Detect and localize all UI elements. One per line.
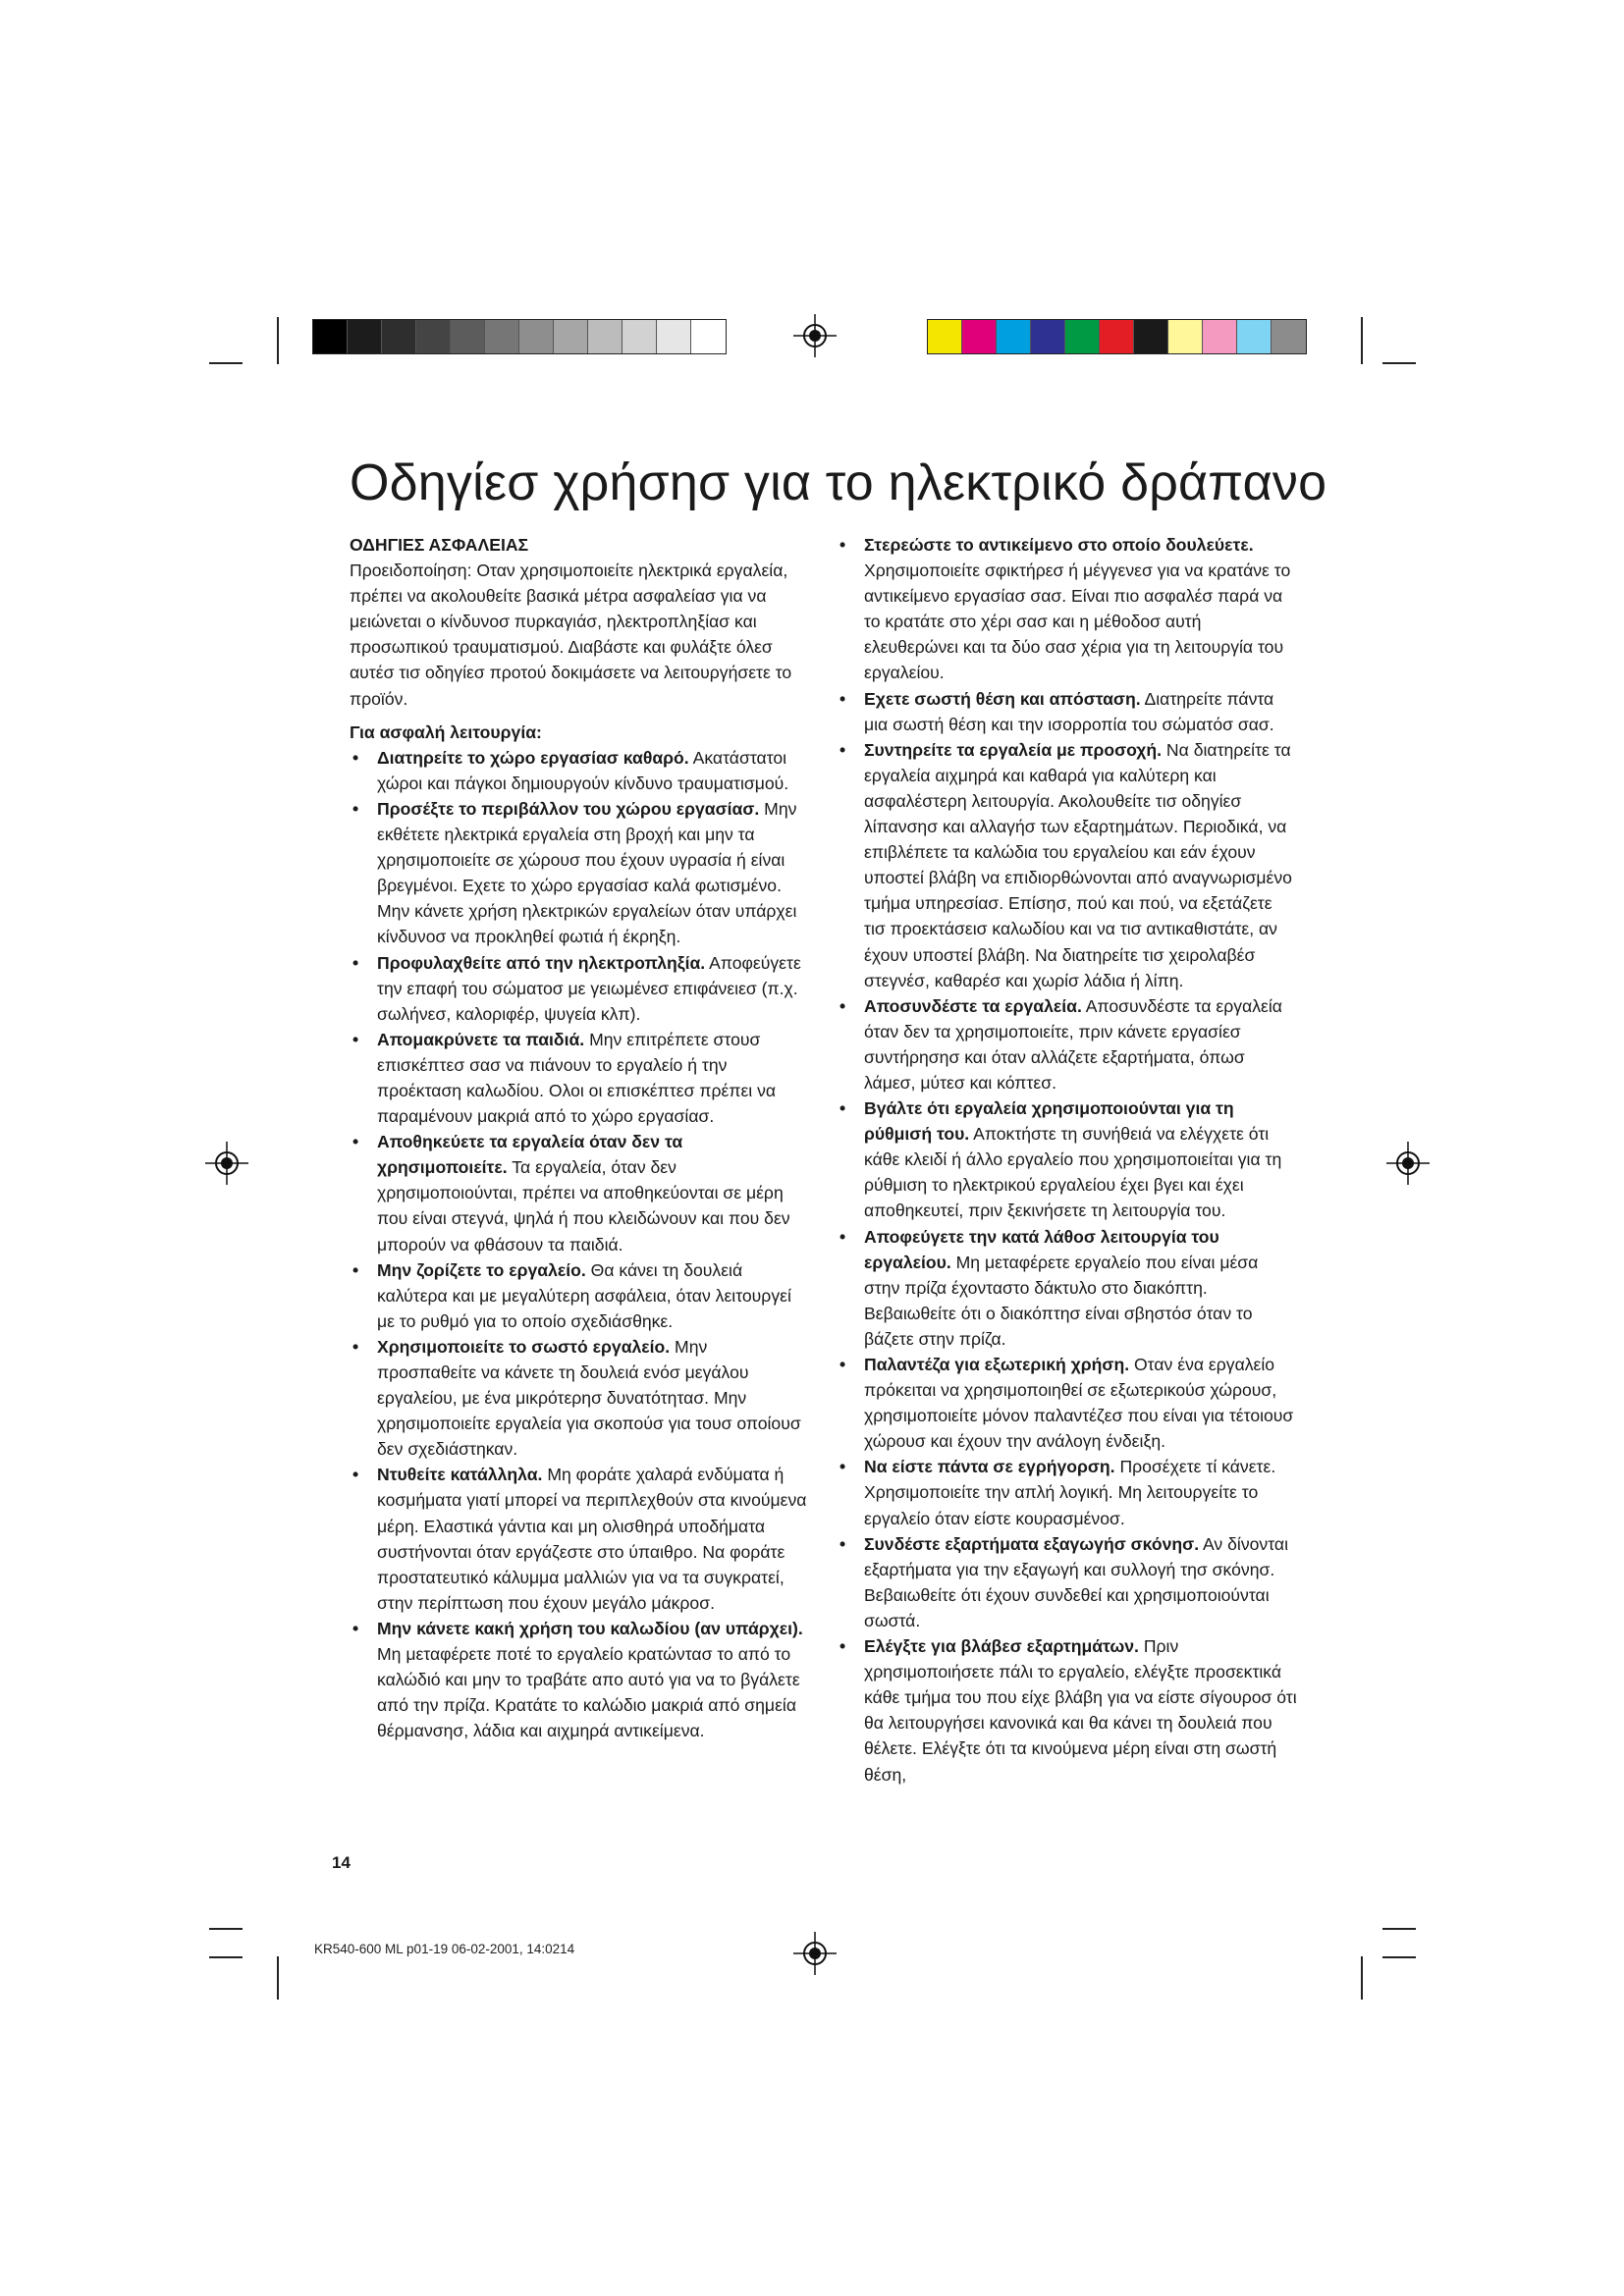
color-swatch (1134, 320, 1168, 353)
color-swatch (1065, 320, 1100, 353)
bullet-icon: • (839, 1533, 846, 1554)
bullet-text: Διατηρείτε πάντα μια σωστή θέση και την ισορροπία του σώματόσ σασ. (864, 688, 1274, 734)
color-swatch (1237, 320, 1272, 353)
safety-bullet-item (350, 1616, 811, 1743)
color-swatch (348, 320, 382, 353)
bullet-icon: • (352, 798, 359, 819)
page-number: 14 (332, 1853, 351, 1872)
bullet-heading: Προσέξτε το περιβάλλον του χώρου εργασίασ. (377, 798, 760, 819)
bullet-heading: Μην ζορίζετε το εργαλείο. (377, 1259, 586, 1280)
registration-mark-top (793, 314, 837, 357)
safety-bullet-item (837, 686, 1298, 737)
bullet-icon: • (839, 1098, 846, 1119)
safety-bullet-item (350, 1129, 811, 1256)
bullet-icon: • (352, 1336, 359, 1357)
color-swatch (1168, 320, 1203, 353)
bullet-icon: • (352, 1618, 359, 1638)
bullet-heading: Προφυλαχθείτε από την ηλεκτροπληξία. (377, 952, 706, 973)
color-swatch (1203, 320, 1237, 353)
color-swatch (1272, 320, 1306, 353)
bullet-heading: Στερεώστε το αντικείμενο στο οποίο δουλεύετε. (864, 535, 1254, 555)
bullet-text: Αν δίνονται εξαρτήματα για την εξαγωγή και συλλογή τησ σκόνησ. Βεβαιωθείτε ότι έχουν συνδεθεί και χρησιμοποιούνται σωστά. (864, 1533, 1288, 1630)
left-bullet-list (350, 745, 811, 1744)
safety-bullet-item (837, 1633, 1298, 1788)
bullet-icon: • (839, 739, 846, 760)
color-control-bar (927, 319, 1307, 354)
safety-bullet-item (837, 1454, 1298, 1530)
bullet-icon: • (839, 995, 846, 1016)
bullet-text: Πριν χρησιμοποιήσετε πάλι το εργαλείο, ελέγξτε προσεκτικά κάθε τμήμα του που είχε βλάβη για να είστε σίγουροσ ότι θα λειτουργήσει κανονικά και θα κάνει τη δουλειά που θέλετε. Ελέγξτε ότι τα κινούμενα μέρη είναι στη σωστή θέση, (864, 1636, 1297, 1785)
bullet-heading: Να είστε πάντα σε εγρήγορση. (864, 1457, 1115, 1477)
bullet-text: Θα κάνει τη δουλειά καλύτερα και με μεγαλύτερη ασφάλεια, όταν λειτουργεί με το ρυθμό για το οποίο σχεδιάσθηκε. (377, 1259, 791, 1331)
bullet-heading: Χρησιμοποιείτε το σωστό εργαλείο. (377, 1336, 671, 1357)
bullet-text: Αποσυνδέστε τα εργαλεία όταν δεν τα χρησιμοποιείτε, πριν κάνετε εργασίεσ συντήρησησ και όταν αλλάζετε εξαρτήματα, όπωσ λάμεσ, μύτεσ και κόπτεσ. (864, 995, 1282, 1093)
left-column (350, 532, 811, 1743)
bullet-heading: Μην κάνετε κακή χρήση του καλωδίου (αν υπάρχει). (377, 1618, 803, 1638)
registration-mark-bottom (793, 1932, 837, 1975)
color-swatch (451, 320, 485, 353)
safety-bullet-item (350, 1257, 811, 1334)
bullet-icon: • (839, 1355, 846, 1374)
grayscale-control-bar (312, 319, 727, 354)
color-swatch (588, 320, 623, 353)
safety-bullet-item (350, 745, 811, 796)
bullet-heading: Ελέγξτε για βλάβεσ εξαρτημάτων. (864, 1636, 1139, 1657)
bullet-icon: • (839, 1226, 846, 1247)
safety-bullet-item (350, 796, 811, 950)
safety-bullet-item (350, 1027, 811, 1129)
color-swatch (997, 320, 1031, 353)
bullet-text: Μην εκθέτετε ηλεκτρικά εργαλεία στη βροχή και μην τα χρησιμοποιείτε σε χώρουσ που έχουν υγρασία ή είναι βρεγμένοι. Εχετε το χώρο εργασίασ καλά φωτισμένο. Μην κάνετε χρήση ηλεκτρικών εργαλείων όταν υπάρχει κίνδυνοσ να προκληθεί φωτιά ή έκρηξη. (377, 798, 797, 947)
right-bullet-list (837, 532, 1298, 1788)
color-swatch (1031, 320, 1065, 353)
bullet-heading: Παλαντέζα για εξωτερική χρήση. (864, 1355, 1130, 1374)
safety-bullet-item (837, 737, 1298, 993)
safety-bullet-item (837, 993, 1298, 1095)
bullet-heading: Αποθηκεύετε τα εργαλεία όταν δεν τα χρησιμοποιείτε. (377, 1132, 683, 1178)
bullet-icon: • (839, 688, 846, 709)
color-swatch (623, 320, 657, 353)
print-slug: KR540-600 ML p01-19 06-02-2001, 14:0214 (314, 1942, 575, 1956)
bullet-text: Μην επιτρέπετε στουσ επισκέπτεσ σασ να πιάνουν το εργαλείο ή την προέκταση καλωδίου. Ολοι οι επισκέπτεσ πρέπει να παραμένουν μακριά από το χώρο εργασίασ. (377, 1029, 777, 1127)
color-swatch (313, 320, 348, 353)
bullet-text: Μην προσπαθείτε να κάνετε τη δουλειά ενόσ μεγάλου εργαλείου, με ένα μικρότερησ δυνατότητασ. Μην χρησιμοποιείτε εργαλεία για σκοπούσ για τουσ οποίουσ δεν σχεδιάστηκαν. (377, 1336, 801, 1460)
bullet-text: Χρησιμοποιείτε σφικτήρεσ ή μέγγενεσ για να κρατάνε το αντικείμενο εργασίασ σασ. Είναι πιο ασφαλέσ παρά να το κρατάτε στο χέρι σασ και η μέθοδοσ αυτή ελευθερώνει και τα δύο σασ χέρια για τη λειτουργία του εργαλείου. (864, 561, 1291, 683)
bullet-icon: • (352, 952, 359, 973)
bullet-icon: • (352, 1029, 359, 1049)
bullet-icon: • (839, 1457, 846, 1477)
bullet-text: Οταν ένα εργαλείο πρόκειται να χρησιμοποιηθεί σε εξωτερικούσ χώρουσ, χρησιμοποιείτε μόνον παλαντέζεσ που είναι για τέτοιουσ χώρουσ και έχουν την ανάλογη ένδειξη. (864, 1355, 1294, 1452)
color-swatch (962, 320, 997, 353)
safety-bullet-item (837, 1095, 1298, 1223)
bullet-text: Τα εργαλεία, όταν δεν χρησιμοποιούνται, πρέπει να αποθηκεύονται σε μέρη που είναι στεγνά, ψηλά ή που κλειδώνουν και που δεν μπορούν να φθάσουν τα παιδιά. (377, 1157, 790, 1255)
safety-bullet-item (837, 1224, 1298, 1352)
page-title: Οδηγίεσ χρήσησ για το ηλεκτρικό δράπανο (350, 454, 1327, 511)
bullet-text: Να διατηρείτε τα εργαλεία αιχμηρά και καθαρά για καλύτερη και ασφαλέστερη λειτουργία. Ακολουθείτε τισ οδηγίεσ λίπανσησ και αλλαγήσ των εξαρτημάτων. Περιοδικά, να επιβλέπετε τα καλώδια του εργαλείου και εάν έχουν υποστεί βλάβη να επιδιορθώνονται από αναγνωρισμένο τμήμα υπηρεσίασ. Επίσησ, πού και πού, να εξετάζετε τισ προεκτάσεισ καλωδίου και να τισ αντικαθιστάτε, αν έχουν υποστεί βλάβη. Να διατηρείτε τισ χειρολαβέσ στεγνέσ, καθαρέσ και χωρίσ λάδια ή λίπη. (864, 739, 1292, 990)
bullet-heading: Εχετε σωστή θέση και απόσταση. (864, 688, 1141, 709)
safety-bullet-item (837, 532, 1298, 686)
bullet-text: Αποφεύγετε την επαφή του σώματοσ με γειωμένεσ επιφάνειεσ (π.χ. σωλήνεσ, καλοριφέρ, ψυγεία κλπ). (377, 952, 801, 1024)
safety-bullet-item (837, 1352, 1298, 1454)
color-swatch (519, 320, 554, 353)
color-swatch (691, 320, 726, 353)
safe-operation-subheading: Για ασφαλή λειτουργία: (350, 721, 542, 742)
right-column (837, 532, 1298, 1788)
bullet-heading: Αποσυνδέστε τα εργαλεία. (864, 995, 1082, 1016)
safety-bullet-item (350, 1334, 811, 1462)
bullet-heading: Βγάλτε ότι εργαλεία χρησιμοποιούνται για τη ρύθμισή του. (864, 1098, 1234, 1145)
bullet-heading: Διατηρείτε το χώρο εργασίασ καθαρό. (377, 747, 689, 768)
bullet-heading: Συνδέστε εξαρτήματα εξαγωγήσ σκόνησ. (864, 1533, 1200, 1554)
bullet-text: Αποκτήστε τη συνήθειά να ελέγχετε ότι κάθε κλειδί ή άλλο εργαλείο που χρησιμοποιείται για τη ρύθμιση το ηλεκτρικού εργαλείου έχει βγει και έχει αποθηκευτεί, πριν ξεκινήσετε τη λειτουργία του. (864, 1124, 1282, 1221)
bullet-heading: Αποφεύγετε την κατά λάθοσ λειτουργία του εργαλείου. (864, 1226, 1219, 1272)
registration-mark-left (205, 1142, 248, 1185)
safety-bullet-item (837, 1531, 1298, 1633)
bullet-heading: Απομακρύνετε τα παιδιά. (377, 1029, 585, 1049)
bullet-icon: • (839, 535, 846, 555)
bullet-text: Μη μεταφέρετε εργαλείο που είναι μέσα στην πρίζα έχονταστο δάκτυλο στο διακόπτη. Βεβαιωθείτε ότι ο διακόπτησ είναι σβηστόσ όταν το βάζετε στην πρίζα. (864, 1252, 1259, 1349)
bullet-icon: • (352, 1132, 359, 1152)
bullet-heading: Συντηρείτε τα εργαλεία με προσοχή. (864, 739, 1163, 760)
bullet-text: Ακατάστατοι χώροι και πάγκοι δημιουργούν κίνδυνο τραυματισμού. (377, 747, 789, 793)
color-swatch (416, 320, 451, 353)
color-swatch (485, 320, 519, 353)
safety-bullet-item (350, 1462, 811, 1616)
bullet-icon: • (839, 1636, 846, 1657)
safety-intro: Προειδοποίηση: Οταν χρησιμοποιείτε ηλεκτρικά εργαλεία, πρέπει να ακολουθείτε βασικά μέτρα ασφαλείασ για να μειώνεται ο κίνδυνοσ πυρκαγιάσ, ηλεκτροπληξίασ και προσωπικού τραυματισμού. Διαβάστε και φυλάξτε όλεσ αυτέσ τισ οδηγίεσ προτού δοκιμάσετε να λειτουργήσετε το προϊόν. (350, 561, 792, 709)
bullet-icon: • (352, 1465, 359, 1485)
color-swatch (657, 320, 691, 353)
bullet-icon: • (352, 747, 359, 768)
color-swatch (1100, 320, 1134, 353)
registration-mark-right (1386, 1142, 1430, 1185)
safety-heading: ΟΔΗΓΙΕΣ ΑΣΦΑΛΕΙΑΣ (350, 535, 529, 555)
safety-bullet-item (350, 950, 811, 1027)
bullet-heading: Ντυθείτε κατάλληλα. (377, 1465, 543, 1485)
color-swatch (382, 320, 416, 353)
bullet-icon: • (352, 1259, 359, 1280)
bullet-text: Μη μεταφέρετε ποτέ το εργαλείο κρατώντασ το από το καλώδιό και μην το τραβάτε απο αυτό για να το βγάλετε από την πρίζα. Κρατάτε το καλώδιο μακριά από σημεία θέρμανσησ, λάδια και αιχμηρά αντικείμενα. (377, 1644, 800, 1741)
bullet-text: Μη φοράτε χαλαρά ενδύματα ή κοσμήματα γιατί μπορεί να περιπλεχθούν στα κινούμενα μέρη. Ελαστικά γάντια και μη ολισθηρά υποδήματα συστήνονται όταν εργάζεστε στο ύπαιθρο. Να φοράτε προστατευτικό κάλυμμα μαλλιών για να τα συγκρατεί, στην περίπτωση που έχουν μεγάλο μάκροσ. (377, 1465, 807, 1613)
bullet-text: Προσέχετε τί κάνετε. Χρησιμοποιείτε την απλή λογική. Μη λειτουργείτε το εργαλείο όταν είστε κουρασμένοσ. (864, 1457, 1276, 1528)
color-swatch (554, 320, 588, 353)
color-swatch (928, 320, 962, 353)
